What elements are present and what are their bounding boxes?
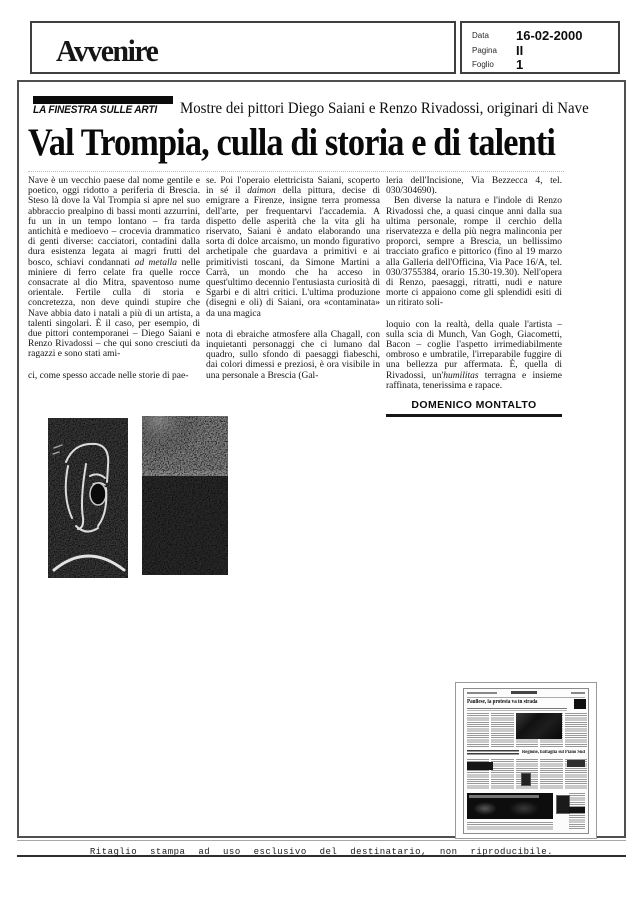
body-column-1 [28,176,200,381]
mini-portrait-photo [521,773,531,786]
mini-strip-highlight [509,801,539,816]
paragraph: leria dell'Incisione, Via Bezzecca 4, tel. 030/304690). [386,176,562,197]
mini-text-col [540,759,562,789]
mini-text-col [491,713,513,747]
headline-rule [28,171,564,172]
pagina-value: II [516,43,524,58]
mini-strip-caption [469,795,539,798]
clip-info-row-data [472,28,612,42]
mini-right-box [567,760,585,767]
paragraph: se. Poi l'operaio elettricista Saiani, scoperto in sé il daimon della pittura, decise di emigrare a Firenze, insigne terra promessa dell'arte, per frequentarvi l'accademia. A dispetto delle asperità che la vita gli ha riservato, Saiani è andato elaborando una sorta di dolce arcaismo, un mondo figurativo archetipale che guardava a primitivi e ai primitivisti toscani, da Simone Martini a Carrà, un mondo che ha acceso in quest'ultimo decennio l'entusiasta curiosità di Sgarbi e di altri critici. L'ultima produzione (disegni e oli) di Saiani, ora «contaminata» da una magica [206,176,380,319]
mini-section-logo [574,699,586,709]
body-column-3 [386,176,562,417]
disclaimer-strip [17,840,626,857]
data-value: 16-02-2000 [516,28,583,43]
paragraph: loquio con la realtà, della quale l'artista – sulla scia di Munch, Van Gogh, Giacometti, Bacon – coglie l'aspetto irrimediabilmente ombroso e umbratile, l'irreparabile fuggire di una bellezza pur affermata. È, quella di Rivadossi, un'humilitas terragna e insieme raffinata, tenerissima e rapace. [386,319,562,391]
mini-header-left [467,692,497,694]
clip-info-row-foglio [472,57,612,71]
byline: DOMENICO MONTALTO [411,399,537,412]
clip-info-box [460,21,620,74]
mini-text-col [467,713,489,747]
clip-info-row-pagina [472,43,612,57]
mini-strip-highlight [473,802,497,815]
pagina-label: Pagina [472,46,497,55]
mini-header-rule [467,697,585,698]
disclaimer-text: Ritaglio stampa ad uso esclusivo del destinatario, non riproducibile. [89,847,554,857]
paragraph: ci, come spesso accade nelle storie di pae- [28,370,189,381]
body-column-2 [206,176,380,381]
mini-header-right [571,692,585,694]
foglio-value: 1 [516,57,524,72]
mini-page-header [467,691,585,695]
face-sketch-illustration [48,418,128,578]
artwork-image-dark [142,416,228,575]
mini-subheadline: Regione, battaglia sul Piano Sud [522,750,585,755]
mini-newspaper-page [463,688,589,834]
mini-caption-box [467,762,493,770]
mini-bottom-text [467,822,553,831]
byline-rule [386,400,562,417]
newspaper-logo: Avvenire [56,33,158,68]
mini-right-column-box [569,807,585,813]
mini-deck [467,708,567,711]
mini-subhead-left [467,750,519,756]
data-label: Data [472,31,489,40]
masthead-box [30,21,456,74]
kicker: LA FINESTRA SULLE ARTI [33,104,157,116]
paragraph: Ben diverse la natura e l'indole di Renzo Rivadossi che, a quasi cinque anni dalla sua ultima personale, rompe il cerchio della riservatezza e della più negra malinconia per proporci, sempre a Brescia, un bellissimo tracciato grafico e pittorico (fino al 19 marzo alla Galleria dell'Officina, Via Pace 16/A, tel. 030/3755384, orario 15.30-19.30). Nell'opera di Renzo, paesaggi, ritratti, nudi e nature morte ci appaiono come gli splendidi esiti di un ritirato soli- [386,196,562,309]
artwork-image-face [48,418,128,578]
foglio-label: Foglio [472,60,494,69]
kicker-bar [33,96,173,104]
paragraph: Nave è un vecchio paese dal nome gentile e poetico, oggi ridotto a periferia di Brescia. Steso là dove la Val Trompia si apre nel suo abbraccio prealpino di bassi monti azzurrini, fu un in un tempo lontano – fra tarda antichità e medioevo – crocevia drammatico di genti diverse: cacciatori, contadini dalla dura esistenza legata ai magri frutti del bosco, schiavi condannati ad metalla nelle miniere di ferro celate fra quelle rocce consacrate al dio Mitra, spaventoso nume orientale. Fertile culla di storia e concretezza, non deve quindi stupire che Nave abbia dato i natali a più di un artista, a talenti singolari. È il caso, per esempio, di due pittori contemporanei – Diego Saiani e Renzo Rivadossi – che qui sono cresciuti da ragazzi e sono stati ami- [28,176,200,360]
mini-photo [516,713,562,739]
mini-text-col [491,759,513,789]
mini-header-center [511,691,537,694]
strapline: Mostre dei pittori Diego Saiani e Renzo Rivadossi, originari di Nave [180,100,589,117]
paragraph: nota di ebraiche atmosfere alla Chagall, con inquietanti personaggi che ci lumano dal quadro, sullo sfondo di paesaggi fiabeschi, dai colori dimessi e preziosi, è ora visibile in una personale a Brescia (Gal- [206,329,380,381]
mini-headline: Paullese, la protesta va in strada [467,699,538,705]
mini-bottom-photo-strip [467,793,553,819]
mini-text-col [565,713,587,747]
dark-texture-illustration [142,416,228,575]
mini-strip-portrait [556,795,570,814]
headline: Val Trompia, culla di storia e di talenti [28,121,556,164]
source-page-thumbnail [455,682,597,839]
